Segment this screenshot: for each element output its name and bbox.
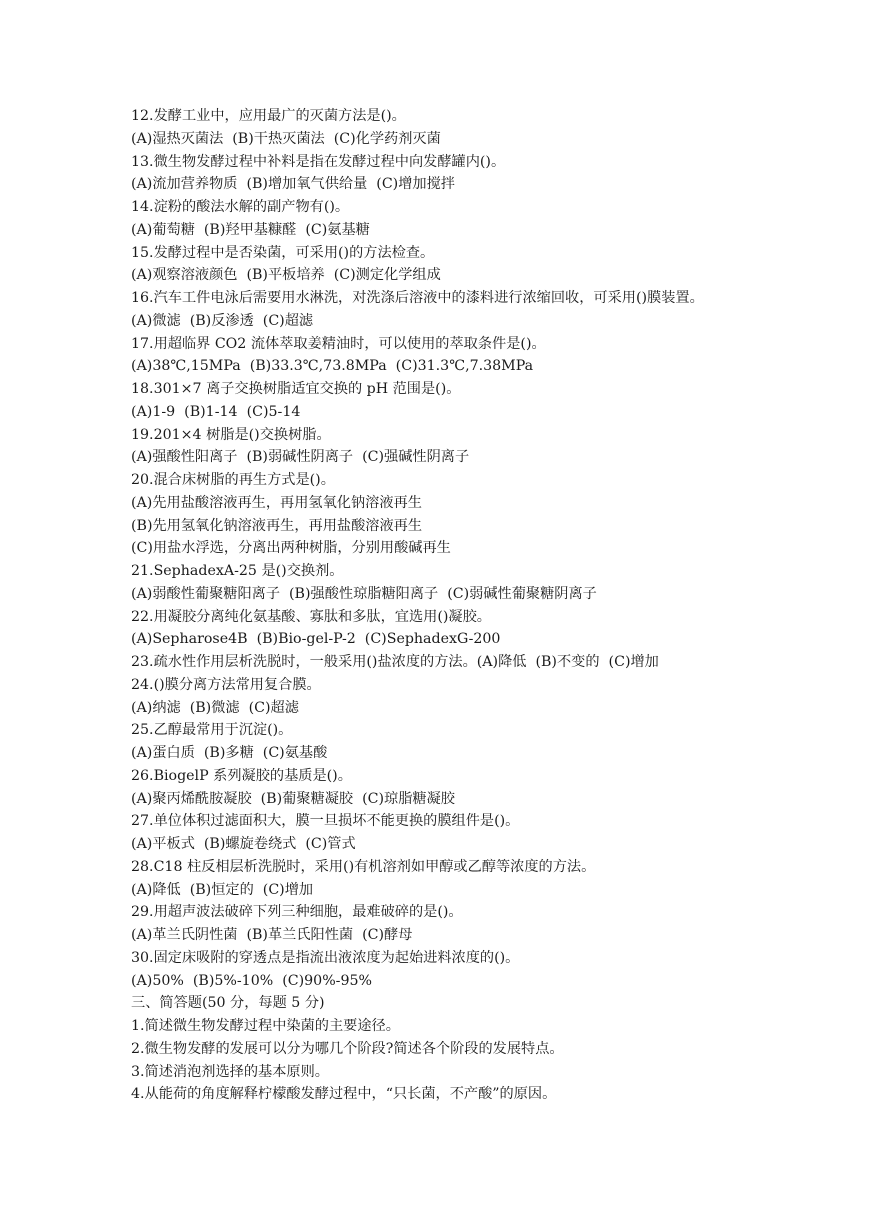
- text-line: (A)葡萄糖 (B)羟甲基糠醛 (C)氨基糖: [131, 221, 370, 238]
- document-body: [131, 105, 851, 1106]
- text-line: 12.发酵工业中，应用最广的灭菌方法是()。: [131, 108, 406, 124]
- text-line: 25.乙醇最常用于沉淀()。: [131, 722, 293, 739]
- text-line: 28.C18 柱反相层析洗脱时，采用()有机溶剂如甲醇或乙醇等浓度的方法。: [131, 858, 596, 875]
- text-line: (A)50% (B)5%-10% (C)90%-95%: [131, 972, 373, 989]
- text-line: 14.淀粉的酸法水解的副产物有()。: [131, 199, 350, 215]
- text-line: (A)微滤 (B)反渗透 (C)超滤: [131, 312, 314, 329]
- text-line: (A)观察溶液颜色 (B)平板培养 (C)测定化学组成: [131, 267, 441, 284]
- text-line: (A)革兰氏阴性菌 (B)革兰氏阳性菌 (C)酵母: [131, 927, 413, 943]
- text-line: 26.BiogelP 系列凝胶的基质是()。: [131, 767, 352, 784]
- text-line: (A)聚丙烯酰胺凝胶 (B)葡聚糖凝胶 (C)琼脂糖凝胶: [131, 790, 455, 807]
- text-line: (A)Sepharose4B (B)Bio-gel-P-2 (C)SephadexG-200: [131, 631, 501, 648]
- text-line: 24.()膜分离方法常用复合膜。: [131, 676, 321, 693]
- text-line: 15.发酵过程中是否染菌，可采用()的方法检查。: [131, 244, 435, 261]
- text-line: 4.从能荷的角度解释柠檬酸发酵过程中，“只长菌，不产酸”的原因。: [131, 1086, 557, 1103]
- text-line: 22.用凝胶分离纯化氨基酸、寡肽和多肽，宜选用()凝胶。: [131, 608, 491, 625]
- text-line: (A)平板式 (B)螺旋卷绕式 (C)管式: [131, 836, 356, 852]
- text-line: (A)纳滤 (B)微滤 (C)超滤: [131, 699, 299, 716]
- text-line: 29.用超声波法破碎下列三种细胞，最难破碎的是()。: [131, 904, 463, 921]
- text-line: (A)流加营养物质 (B)增加氧气供给量 (C)增加搅拌: [131, 176, 455, 193]
- text-line: (A)38℃,15MPa (B)33.3℃,73.8MPa (C)31.3℃,7.38MPa: [131, 358, 534, 375]
- text-line: 17.用超临界 CO2 流体萃取姜精油时，可以使用的萃取条件是()。: [131, 335, 546, 352]
- text-line: (A)先用盐酸溶液再生，再用氢氧化钠溶液再生: [131, 494, 422, 511]
- text-line: (C)用盐水浮选，分离出两种树脂，分别用酸碱再生: [131, 540, 451, 557]
- text-line: 30.固定床吸附的穿透点是指流出液浓度为起始进料浓度的()。: [131, 949, 520, 966]
- text-line: 27.单位体积过滤面积大，膜一旦损坏不能更换的膜组件是()。: [131, 813, 520, 830]
- text-line: (A)1-9 (B)1-14 (C)5-14: [131, 403, 301, 420]
- text-line: (A)降低 (B)恒定的 (C)增加: [131, 881, 314, 898]
- text-line: (B)先用氢氧化钠溶液再生，再用盐酸溶液再生: [131, 517, 423, 534]
- text-line: 2.微生物发酵的发展可以分为哪几个阶段?简述各个阶段的发展特点。: [131, 1040, 564, 1057]
- text-line: 三、简答题(50 分，每题 5 分): [131, 995, 325, 1012]
- text-line: 16.汽车工件电泳后需要用水淋洗，对洗涤后溶液中的漆料进行浓缩回收，可采用()膜装置。: [131, 290, 704, 306]
- text-line: (A)弱酸性葡聚糖阳离子 (B)强酸性琼脂糖阳离子 (C)弱碱性葡聚糖阴离子: [131, 585, 597, 602]
- text-line: 18.301×7 离子交换树脂适宜交换的 pH 范围是()。: [131, 381, 461, 397]
- text-line: 13.微生物发酵过程中补料是指在发酵过程中向发酵罐内()。: [131, 153, 506, 170]
- text-line: 3.简述消泡剂选择的基本原则。: [131, 1063, 329, 1080]
- text-line: (A)强酸性阳离子 (B)弱碱性阴离子 (C)强碱性阴离子: [131, 449, 470, 466]
- text-line: 19.201×4 树脂是()交换树脂。: [131, 426, 331, 443]
- text-line: 20.混合床树脂的再生方式是()。: [131, 472, 335, 488]
- text-line: (A)湿热灭菌法 (B)干热灭菌法 (C)化学药剂灭菌: [131, 130, 441, 147]
- text-line: 21.SephadexA-25 是()交换剂。: [131, 563, 344, 579]
- text-line: 1.简述微生物发酵过程中染菌的主要途径。: [131, 1018, 400, 1034]
- text-line: 23.疏水性作用层析洗脱时，一般采用()盐浓度的方法。(A)降低 (B)不变的 (C)增加: [131, 654, 659, 670]
- text-line: (A)蛋白质 (B)多糖 (C)氨基酸: [131, 745, 328, 761]
